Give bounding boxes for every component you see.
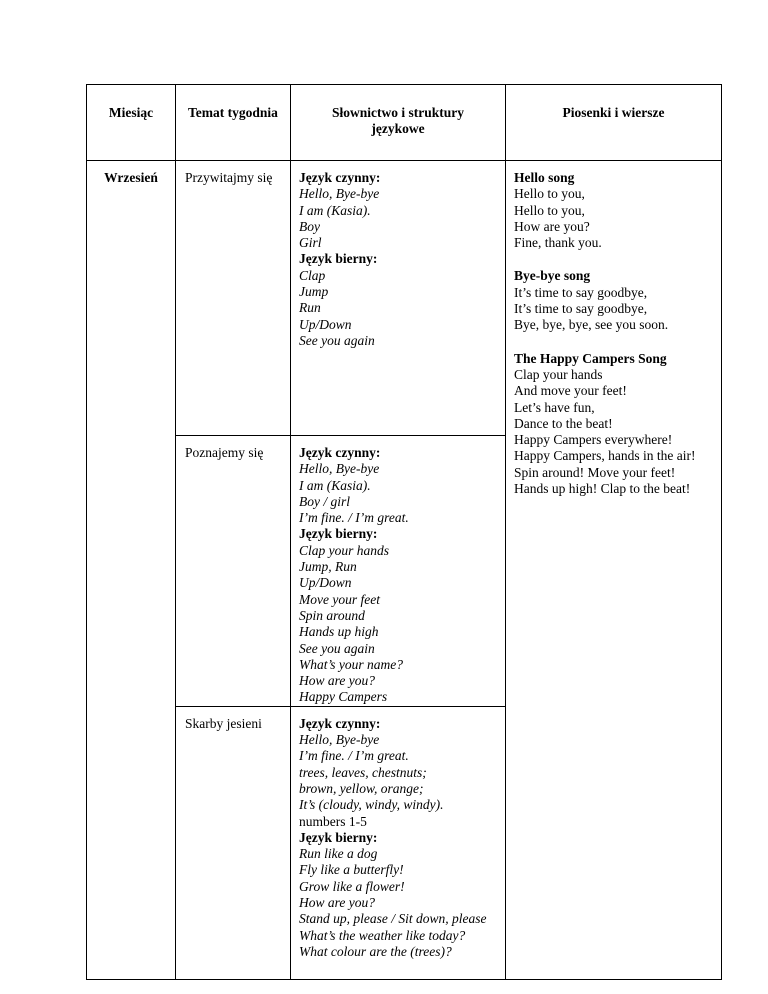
vocabulary-item: What colour are the (trees)? xyxy=(299,943,452,959)
vocabulary-heading: Język bierny: xyxy=(299,829,378,845)
vocabulary-item: Run like a dog xyxy=(299,846,378,862)
vocabulary-heading: Język czynny: xyxy=(299,170,381,185)
song-line: Hello to you, xyxy=(514,202,585,218)
vocabulary-item: See you again xyxy=(299,640,375,656)
song-title: The Happy Campers Song xyxy=(514,350,667,366)
song-line: How are you? xyxy=(514,218,590,234)
vocabulary-item: trees, leaves, chestnuts; xyxy=(299,764,427,780)
vocabulary-item: Run xyxy=(299,300,321,316)
song-title: Bye-bye song xyxy=(514,268,591,284)
vocabulary-item: Boy xyxy=(299,218,320,234)
vocabulary-item: I am (Kasia). xyxy=(299,477,371,493)
vocabulary-item: Up/Down xyxy=(299,316,352,332)
vocabulary-item: Clap xyxy=(299,267,326,283)
vocabulary-item: Jump xyxy=(299,284,329,300)
vocabulary-item: Hello, Bye-bye xyxy=(299,461,380,477)
vocabulary-item: Girl xyxy=(299,235,322,251)
header-month: Miesiąc xyxy=(87,85,176,161)
vocabulary-item: Fly like a butterfly! xyxy=(299,862,404,878)
vocabulary-item: brown, yellow, orange; xyxy=(299,780,424,796)
table-row xyxy=(87,161,722,436)
month-cell: Wrzesień xyxy=(87,161,176,980)
song-line: Clap your hands xyxy=(514,366,603,382)
vocabulary-cell xyxy=(291,436,506,707)
vocabulary-item: Hello, Bye-bye xyxy=(299,732,380,748)
song-line: Fine, thank you. xyxy=(514,235,602,251)
vocabulary-cell xyxy=(291,706,506,979)
vocabulary-item: numbers 1-5 xyxy=(299,813,367,829)
header-vocabulary: Słownictwo i struktury językowe xyxy=(291,85,506,161)
vocabulary-heading: Język czynny: xyxy=(299,715,381,731)
vocabulary-item: How are you? xyxy=(299,673,375,689)
header-songs: Piosenki i wiersze xyxy=(506,85,722,161)
song-line: It’s time to say goodbye, xyxy=(514,301,648,317)
vocabulary-item: I’m fine. / I’m great. xyxy=(299,748,409,764)
song-line: Happy Campers, hands in the air! xyxy=(514,448,696,464)
songs-list xyxy=(506,161,721,497)
vocabulary-item: Spin around xyxy=(299,607,365,623)
vocabulary-heading: Język bierny: xyxy=(299,526,378,542)
song-block xyxy=(514,170,717,251)
song-block xyxy=(514,268,717,333)
song-title: Hello song xyxy=(514,170,575,185)
vocabulary-item: I’m fine. / I’m great. xyxy=(299,510,409,526)
vocabulary-item: Hello, Bye-bye xyxy=(299,186,380,202)
vocabulary-item: What’s the weather like today? xyxy=(299,927,466,943)
vocabulary-item: Grow like a flower! xyxy=(299,878,405,894)
song-line: And move your feet! xyxy=(514,383,627,399)
song-line: Spin around! Move your feet! xyxy=(514,464,676,480)
vocabulary-item: I am (Kasia). xyxy=(299,202,371,218)
songs-cell xyxy=(506,161,722,980)
song-line: Hello to you, xyxy=(514,186,585,202)
vocabulary-item: It’s (cloudy, windy, windy). xyxy=(299,797,444,813)
vocabulary-cell xyxy=(291,161,506,436)
lesson-plan-table xyxy=(86,84,722,980)
vocabulary-item: See you again xyxy=(299,332,375,348)
song-line: Hands up high! Clap to the beat! xyxy=(514,481,691,497)
vocabulary-item: What’s your name? xyxy=(299,656,403,672)
header-theme: Temat tygodnia xyxy=(176,85,291,161)
song-block xyxy=(514,351,717,498)
song-line: Let’s have fun, xyxy=(514,399,595,415)
theme-cell: Poznajemy się xyxy=(176,436,291,707)
vocabulary-item: Hands up high xyxy=(299,624,379,640)
song-line: Happy Campers everywhere! xyxy=(514,432,673,448)
header-row xyxy=(87,85,722,161)
vocabulary-item: Up/Down xyxy=(299,575,352,591)
vocabulary-item: Move your feet xyxy=(299,591,380,607)
vocabulary-item: Clap your hands xyxy=(299,542,390,558)
song-line: It’s time to say goodbye, xyxy=(514,284,648,300)
vocabulary-item: How are you? xyxy=(299,895,375,911)
song-line: Bye, bye, bye, see you soon. xyxy=(514,317,669,333)
vocabulary-item: Stand up, please / Sit down, please xyxy=(299,911,487,927)
theme-cell: Skarby jesieni xyxy=(176,706,291,979)
vocabulary-heading: Język bierny: xyxy=(299,251,378,267)
song-line: Dance to the beat! xyxy=(514,415,613,431)
vocabulary-item: Happy Campers xyxy=(299,689,388,705)
vocabulary-heading: Język czynny: xyxy=(299,445,381,460)
theme-cell: Przywitajmy się xyxy=(176,161,291,436)
vocabulary-item: Jump, Run xyxy=(299,559,357,575)
vocabulary-item: Boy / girl xyxy=(299,493,350,509)
